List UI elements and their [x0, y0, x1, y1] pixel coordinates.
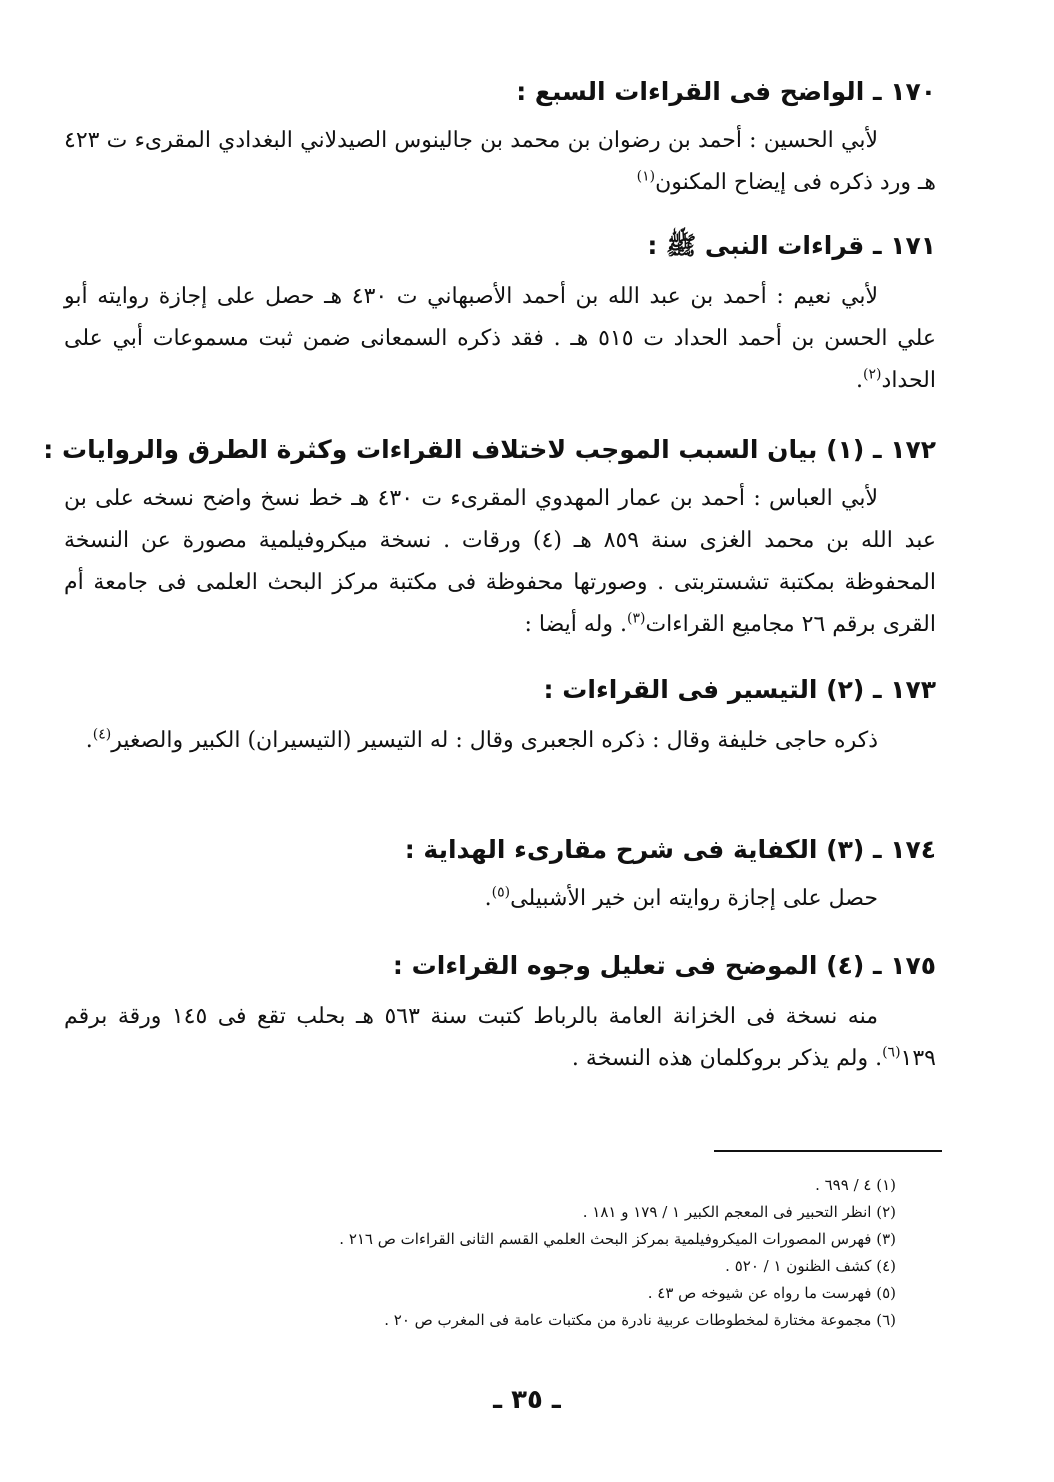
entry-tail: . [85, 728, 93, 753]
entry-heading: ١٧٥ ـ (٤) الموضح فى تعليل وجوه القراءات : [392, 951, 936, 980]
entry-text: لأبي الحسين : أحمد بن رضوان بن محمد بن جالينوس الصيدلاني البغدادي المقرىء ت ٤٢٣ هـ ورد ذكره فى إيضاح المكنون [64, 128, 936, 195]
footnote-item: (٣) فهرس المصورات الميكروفيلمية بمركز البحث العلمي القسم الثانى القراءات ص ٢١٦ . [339, 1230, 896, 1248]
entry-174 [64, 832, 936, 920]
entry-175 [64, 948, 936, 1080]
entry-paragraph [64, 878, 936, 920]
footnote-item: (٦) مجموعة مختارة لمخطوطات عربية نادرة من مكتبات عامة فى المغرب ص ٢٠ . [384, 1311, 896, 1329]
entry-text: ذكره حاجى خليفة وقال : ذكره الجعبرى وقال : له التيسير (التيسيران) الكبير والصغير [111, 728, 878, 753]
page-number: ـ ٣٥ ـ [493, 1385, 561, 1415]
entry-text: لأبي العباس : أحمد بن عمار المهدوي المقرىء ت ٤٣٠ هـ خط نسخ واضح نسخه على بن عبد الله بن محمد الغزى سنة ٨٥٩ هـ (٤) ورقات . نسخة ميكروفيلمية مصورة عن النسخة المحفوظة بمكتبة تشستربتى . وصورتها محفوظة فى مكتبة مركز البحث العلمى فى جامعة أم القرى برقم ٢٦ مجاميع القراءات [64, 486, 936, 637]
footnote-ref: (٤) [92, 726, 112, 743]
footnotes-list [136, 1172, 896, 1334]
footnote-item: (٥) فهرست ما رواه عن شيوخه ص ٤٣ . [647, 1284, 896, 1302]
entry-heading: ١٧١ ـ قراءات النبى ﷺ : [647, 231, 936, 260]
entry-paragraph [64, 996, 936, 1080]
entry-tail: . [856, 368, 864, 393]
footnote-ref: (٣) [627, 610, 646, 627]
entry-tail: . وله أيضا : [524, 612, 627, 637]
footnote-ref: (١) [636, 168, 656, 185]
footnote-item: (٤) كشف الظنون ١ / ٥٢٠ . [725, 1257, 896, 1275]
footnote-ref: (٥) [491, 884, 511, 901]
entry-172 [43, 432, 936, 646]
entry-170 [64, 74, 936, 204]
entry-paragraph [64, 478, 936, 646]
footnote-item: (١) ٤ / ٦٩٩ . [815, 1176, 896, 1194]
entry-paragraph [64, 276, 936, 402]
entry-text: لأبي نعيم : أحمد بن عبد الله بن أحمد الأصبهاني ت ٤٣٠ هـ حصل على إجازة روايته أبو علي الحسن بن أحمد الحداد ت ٥١٥ هـ . فقد ذكره السمعانى ضمن ثبت مسموعات أبي على الحداد [64, 284, 936, 393]
entry-173 [64, 672, 936, 762]
footnote-divider [714, 1150, 942, 1152]
entry-text: منه نسخة فى الخزانة العامة بالرباط كتبت سنة ٥٦٣ هـ بحلب تقع فى ١٤٥ ورقة برقم ١٣٩ [64, 1004, 936, 1071]
footnote-ref: (٢) [863, 366, 882, 383]
entry-heading: ١٧٠ ـ الواضح فى القراءات السبع : [516, 77, 936, 106]
entry-171 [64, 228, 936, 402]
entry-paragraph [64, 120, 936, 204]
entry-heading: ١٧٣ ـ (٢) التيسير فى القراءات : [543, 675, 936, 704]
entry-heading: ١٧٢ ـ (١) بيان السبب الموجب لاختلاف القراءات وكثرة الطرق والروايات : [43, 435, 936, 464]
footnote-item: (٢) انظر التحبير فى المعجم الكبير ١ / ١٧٩ و ١٨١ . [582, 1203, 896, 1221]
entry-text: حصل على إجازة روايته ابن خير الأشبيلى [510, 886, 878, 911]
footnote-ref: (٦) [882, 1044, 901, 1061]
entry-heading: ١٧٤ ـ (٣) الكفاية فى شرح مقارىء الهداية : [404, 835, 936, 864]
entry-tail: . ولم يذكر بروكلمان هذه النسخة . [571, 1046, 883, 1071]
entry-tail: . [484, 886, 492, 911]
entry-paragraph [64, 720, 936, 762]
